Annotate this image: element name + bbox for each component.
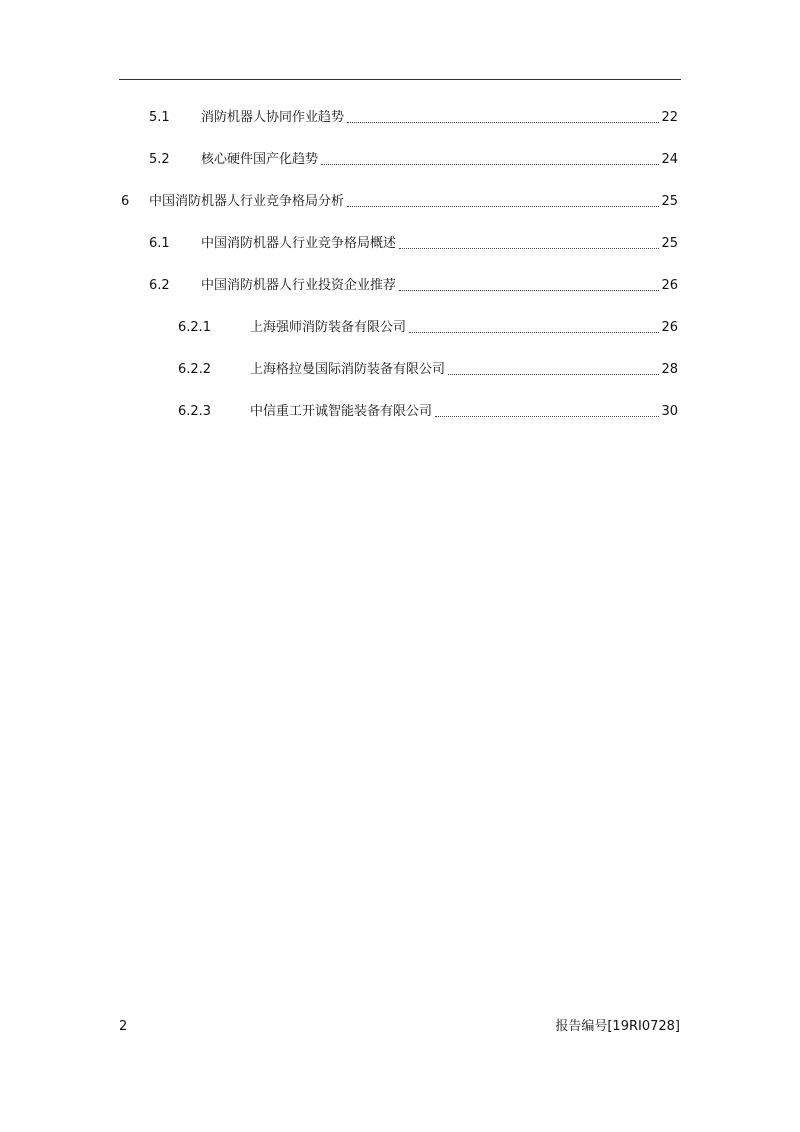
toc-entry-5-2[interactable] [0, 150, 800, 170]
toc-entry-leader [201, 234, 678, 254]
toc-entry-title: 中信重工开诚智能装备有限公司 [250, 402, 435, 422]
toc-dot-leader [347, 108, 659, 128]
toc-entry-number: 6.2.3 [178, 404, 212, 419]
toc-dot-leader [448, 360, 659, 380]
toc-entry-number: 6.2.1 [178, 320, 212, 335]
toc-entry-title: 中国消防机器人行业竞争格局分析 [149, 192, 347, 212]
footer-page-number: 2 [119, 1019, 128, 1034]
toc-entry-6-2-2[interactable] [0, 360, 800, 380]
toc-entry-leader [250, 318, 678, 338]
toc-dot-leader [321, 150, 659, 170]
toc-entry-page: 22 [661, 110, 678, 125]
toc-entry-6-2-3[interactable] [0, 402, 800, 422]
toc-entry-number: 6.2.2 [178, 362, 212, 377]
toc-entry-6[interactable] [0, 192, 800, 212]
toc-entry-title: 上海格拉曼国际消防装备有限公司 [250, 360, 448, 380]
toc-entry-page: 26 [661, 278, 678, 293]
toc-entry-leader [201, 150, 678, 170]
footer-report-id: 报告编号[19RI0728] [555, 1019, 680, 1034]
toc-entry-number: 6 [121, 194, 130, 209]
toc-entry-number: 6.2 [149, 278, 170, 293]
toc-entry-6-2[interactable] [0, 276, 800, 296]
toc-dot-leader [399, 234, 659, 254]
toc-entry-page: 26 [661, 320, 678, 335]
toc-entry-page: 30 [661, 404, 678, 419]
toc-entry-page: 25 [661, 236, 678, 251]
toc-entry-page: 25 [661, 194, 678, 209]
toc-entry-page: 24 [661, 152, 678, 167]
toc-entry-leader [201, 108, 678, 128]
toc-entry-title: 核心硬件国产化趋势 [201, 150, 321, 170]
toc-entry-number: 6.1 [149, 236, 170, 251]
toc-dot-leader [409, 318, 659, 338]
toc-entry-title: 消防机器人协同作业趋势 [201, 108, 347, 128]
toc-entry-title: 中国消防机器人行业投资企业推荐 [201, 276, 399, 296]
toc-entry-leader [149, 192, 678, 212]
toc-entry-page: 28 [661, 362, 678, 377]
toc-dot-leader [435, 402, 659, 422]
toc-entry-6-2-1[interactable] [0, 318, 800, 338]
toc-entry-title: 中国消防机器人行业竞争格局概述 [201, 234, 399, 254]
toc-entry-title: 上海强师消防装备有限公司 [250, 318, 409, 338]
toc-entry-5-1[interactable] [0, 108, 800, 128]
toc-entry-leader [250, 402, 678, 422]
toc-entry-6-1[interactable] [0, 234, 800, 254]
toc-entry-number: 5.1 [149, 110, 170, 125]
toc-entry-leader [201, 276, 678, 296]
toc-dot-leader [399, 276, 659, 296]
header-rule [119, 79, 681, 80]
toc-entry-leader [250, 360, 678, 380]
toc-dot-leader [347, 192, 659, 212]
toc-entry-number: 5.2 [149, 152, 170, 167]
